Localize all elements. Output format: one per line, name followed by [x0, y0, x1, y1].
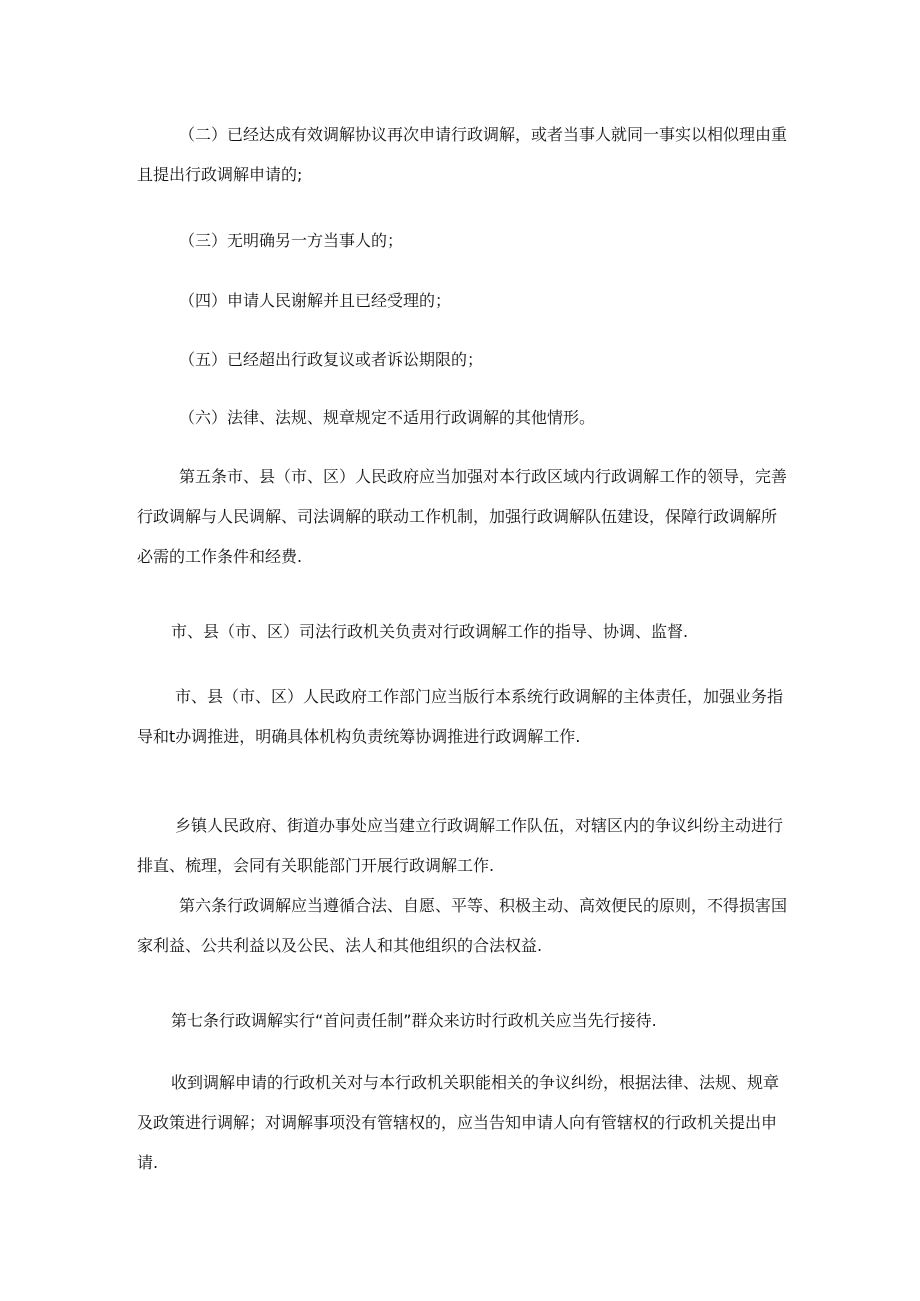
paragraph-item-4: （四）申请人民谢解并且已经受理的； [179, 291, 452, 310]
mediation-application-paragraph: 收到调解申请的行政机关对与本行政机关职能相关的争议纠纷，根据法律、法规、规章及政策进行调解；对调解事项没有管辖权的，应当告知申请人向有管辖权的行政机关提出申请. [137, 1073, 780, 1172]
paragraph-item-2: （二）已经达成有效调解协议再次申请行政调解，或者当事人就同一事实以相似理由重且提出行政调解申请的; [137, 125, 788, 184]
paragraph-item-5: （五）已经超出行政复议或者诉讼期限的； [179, 350, 484, 369]
government-departments-paragraph: 市、县（市、区）人民政府工作部门应当版行本系统行政调解的主体责任，加强业务指导和t办调推进，明确具体机构负责统筹协调推进行政调解工作. [137, 687, 784, 746]
article-6-paragraph: 第六条行政调解应当遵循合法、自愿、平等、积极主动、高效便民的原则，不得损害国家利益、公共利益以及公民、法人和其他组织的合法权益. [137, 896, 788, 955]
justice-bureau-paragraph: 市、县（市、区）司法行政机关负责对行政调解工作的指导、协调、监督. [171, 622, 689, 641]
paragraph-item-3: （三）无明确另一方当事人的； [179, 231, 404, 250]
article-7-paragraph: 第七条行政调解实行“首问责任制”群众来访时行政机关应当先行接待. [171, 1011, 657, 1030]
article-5-paragraph: 第五条市、县（市、区）人民政府应当加强对本行政区域内行政调解工作的领导，完善行政调解与人民调解、司法调解的联动工作机制，加强行政调解队伍建设，保障行政调解所必需的工作条件和经费. [137, 467, 788, 566]
paragraph-item-6: （六）法律、法规、规章规定不适用行政调解的其他情形。 [179, 408, 596, 427]
township-paragraph: 乡镇人民政府、街道办事处应当建立行政调解工作队伍，对辖区内的争议纠纷主动进行排直、梳理，会同有关职能部门开展行政调解工作. [137, 816, 784, 875]
